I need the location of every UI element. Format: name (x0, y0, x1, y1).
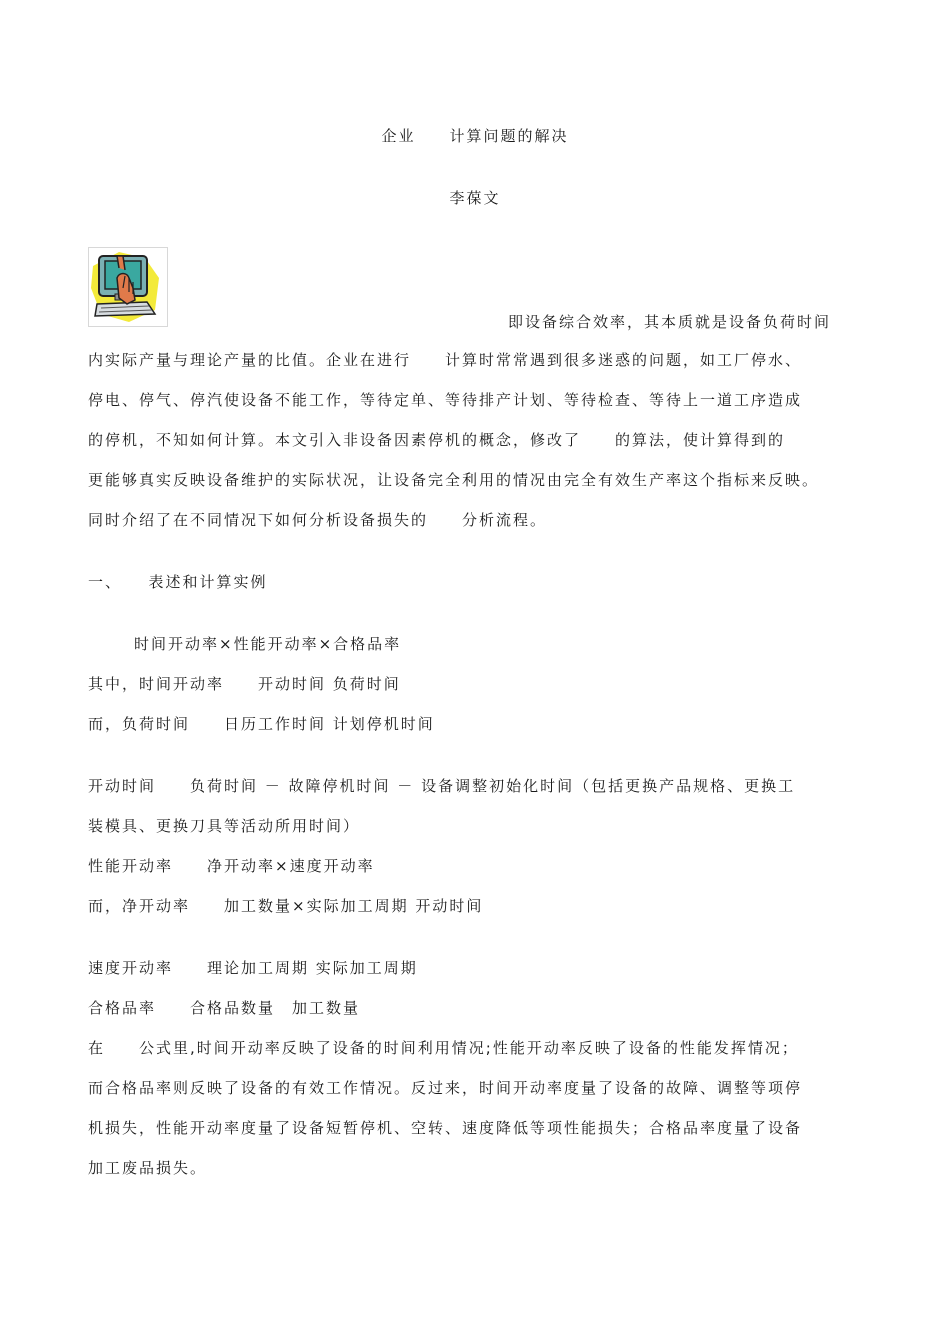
text-line: 内实际产量与理论产量的比值。企业在进行 计算时常常遇到很多迷惑的问题，如工厂停水、 (88, 351, 803, 369)
section-heading: 一、 表述和计算实例 (88, 573, 268, 591)
text-line: 加工废品损失。 (88, 1159, 208, 1177)
formula-line: 而，负荷时间 日历工作时间 计划停机时间 (88, 715, 435, 733)
formula-line: 性能开动率 净开动率×速度开动率 (88, 857, 375, 875)
text-line: 在 公式里,时间开动率反映了设备的时间利用情况;性能开动率反映了设备的性能发挥情况； (88, 1039, 799, 1057)
text-line: 而合格品率则反映了设备的有效工作情况。反过来，时间开动率度量了设备的故障、调整等项停 (88, 1079, 803, 1097)
text-line: 停电、停气、停汽使设备不能工作，等待定单、等待排产计划、等待检查、等待上一道工序造成 (88, 391, 803, 409)
text-line: 更能够真实反映设备维护的实际状况，让设备完全利用的情况由完全有效生产率这个指标来反映。 (88, 471, 820, 489)
formula-line: 速度开动率 理论加工周期 实际加工周期 (88, 959, 418, 977)
text-line: 同时介绍了在不同情况下如何分析设备损失的 分析流程。 (88, 511, 548, 529)
formula-line: 时间开动率×性能开动率×合格品率 (134, 635, 402, 653)
text-line: 即设备综合效率，其本质就是设备负荷时间 (508, 313, 832, 331)
text-line: 的停机，不知如何计算。本文引入非设备因素停机的概念，修改了 的算法，使计算得到的 (88, 431, 786, 449)
formula-line: 装模具、更换刀具等活动所用时间） (88, 817, 361, 835)
formula-line: 而，净开动率 加工数量×实际加工周期 开动时间 (88, 897, 484, 915)
text-line: 机损失，性能开动率度量了设备短暂停机、空转、速度降低等项性能损失；合格品率度量了设备 (88, 1119, 803, 1137)
document-author: 李葆文 (449, 189, 501, 207)
computer-clipart-icon (88, 247, 168, 327)
formula-line: 其中，时间开动率 开动时间 负荷时间 (88, 675, 401, 693)
formula-line: 合格品率 合格品数量 加工数量 (88, 999, 361, 1017)
formula-line: 开动时间 负荷时间 － 故障停机时间 － 设备调整初始化时间（包括更换产品规格、更换工 (88, 777, 796, 795)
document-title: 企业 计算问题的解决 (381, 127, 569, 145)
